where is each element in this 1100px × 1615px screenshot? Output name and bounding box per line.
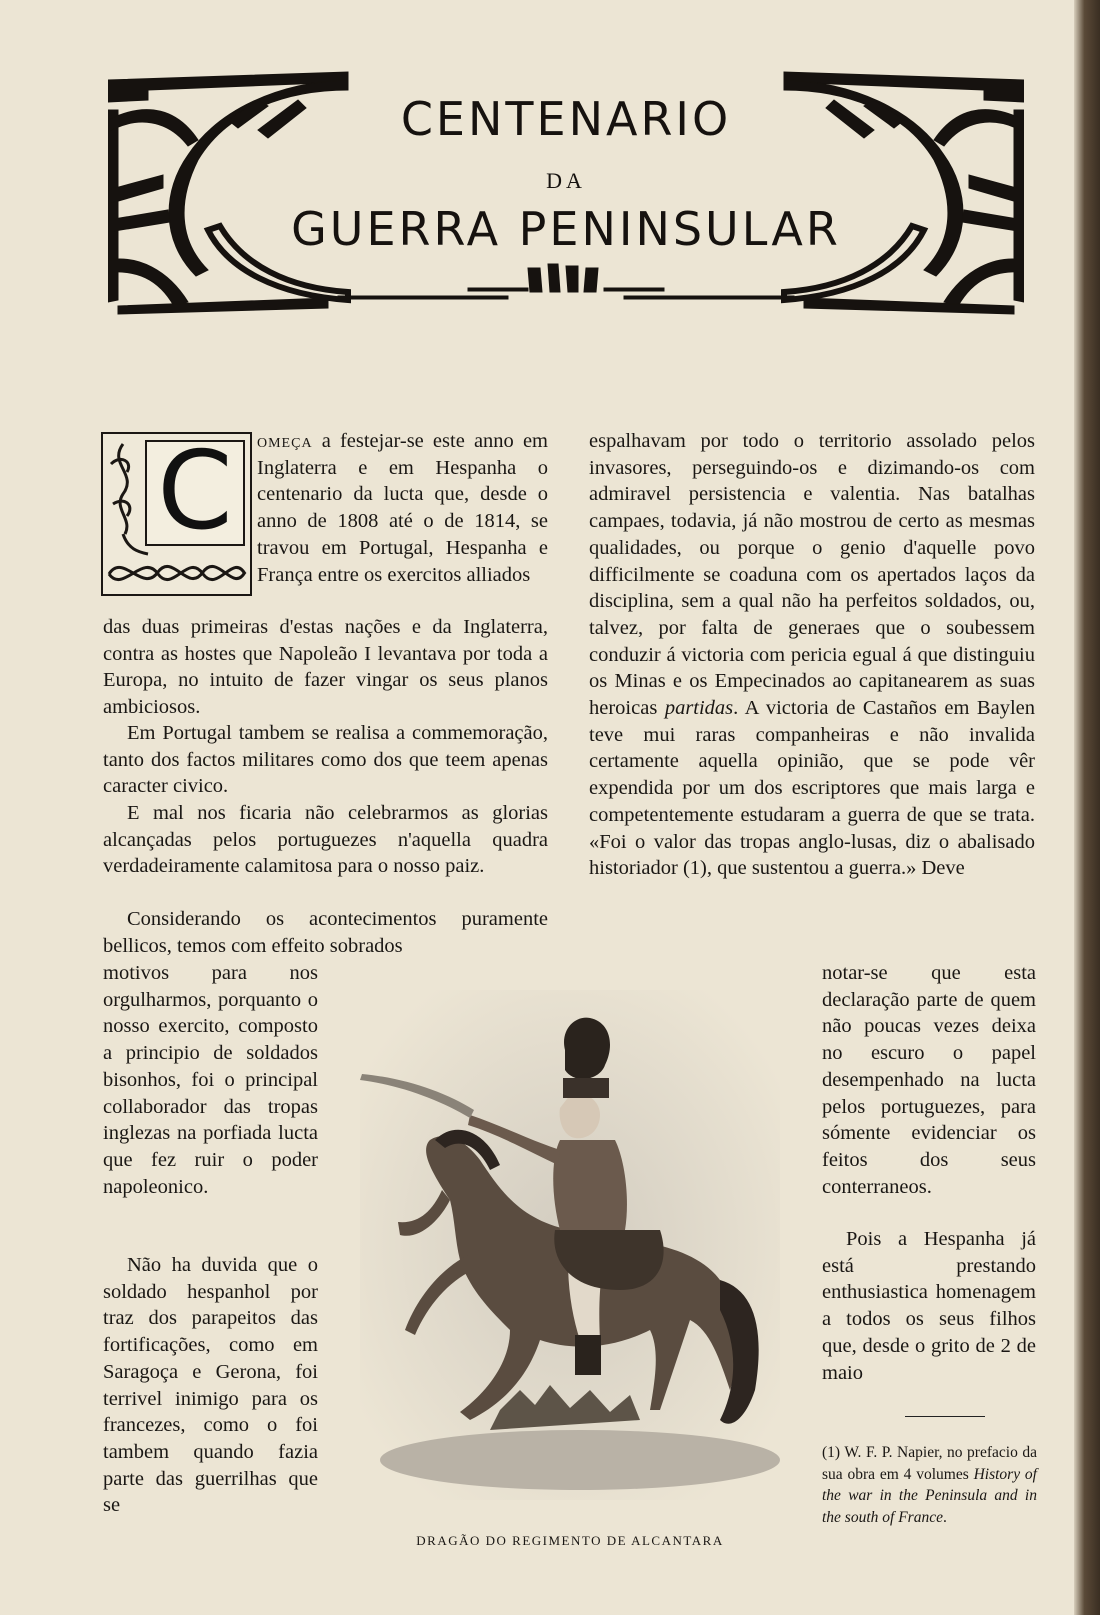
paragraph-4-narrow: motivos para nos orgulharmos, porquanto o nosso exercito, composto a principio de soldados bisonhos, foi o principal collaborador das tropas inglezas na porfiada lucta que fez ruir o poder napoleonico. [103, 962, 318, 1198]
right-narrow-text-a: notar-se que esta declaração parte de quem não poucas vezes deixa no escuro o papel desempenhado na lucta pelos portuguezes, para sómente evidenciar os feitos dos seus conterraneos. [822, 962, 1036, 1198]
title-guerra-peninsular: GUERRA PENINSULAR [291, 202, 841, 256]
right-column-text [589, 428, 1035, 882]
paragraph-1-continued: das duas primeiras d'estas nações e da Inglaterra, contra as hostes que Napoleão I levantava por toda a Europa, no intuito de fazer vingar os seus planos ambiciosos. [103, 616, 548, 719]
paragraph-2: Em Portugal tambem se realisa a commemoração, tanto dos factos militares como dos que teem apenas caracter civico. [103, 722, 548, 798]
paragraph-4-wide: Considerando os acontecimentos puramente bellicos, temos com effeito sobrados [103, 908, 548, 957]
footnote-rule [905, 1416, 985, 1417]
page-binding-edge [1074, 0, 1100, 1615]
right-text-b: . A victoria de Castaños em Baylen teve mui raras companheiras e não invalida certamente aquella opinião, que se pode vêr expendida por um dos escriptores que mais larga e competentemente estudaram a guerra de que se trata. «Foi o valor das tropas anglo-lusas, diz o abalisado historiador (1), que sustentou a guerra.» Deve [589, 697, 1035, 880]
dragoon-illustration [360, 990, 780, 1500]
footnote-text-a: (1) W. F. P. Napier, no prefacio da sua obra em 4 volumes [822, 1444, 1037, 1483]
right-text-italic: partidas [664, 697, 734, 720]
decorated-initial [101, 429, 252, 596]
ornamental-header [108, 70, 1024, 325]
paragraph-1-text-a: a festejar-se este anno em Inglaterra e em Hespanha o centenario da lucta que, desde o anno de 1808 até o de 1814, se travou em Portugal, Hespanha e França entre os exercitos alliados [257, 430, 548, 586]
illustration-caption: DRAGÃO DO REGIMENTO DE ALCANTARA [416, 1533, 724, 1548]
paragraph-1-wrap [257, 428, 548, 588]
paragraph-5-narrow: Não ha duvida que o soldado hespanhol por traz dos parapeitos das fortificações, como em Saragoça e Gerona, foi terrivel inimigo para os francezes, como o foi tambem quando fazia parte das guerrilhas que se [103, 1254, 318, 1517]
initial-letter-c: C [145, 440, 245, 546]
footnote-text-b: . [942, 1508, 947, 1526]
dragoon-on-horse-image [360, 990, 780, 1500]
right-narrow-text-b: Pois a Hespanha já está prestando enthusiastica homenagem a todos os seus filhos que, desde o grito de 2 de maio [822, 1228, 1036, 1384]
title-centenario: CENTENARIO [400, 92, 732, 146]
opening-smallcaps: omeça [257, 430, 313, 452]
right-text-a: espalhavam por todo o territorio assolado pelos invasores, perseguindo-os e dizimando-os com admiravel persistencia e valentia. Nas batalhas campaes, todavia, já não mostrou de certo as mesmas qualidades, ou porque o genio d'aquelle povo difficilmente se coaduna com os apertados laços da disciplina, sem a qual não ha perfeitos soldados, ou, talvez, por falta de generaes que o soubessem conduzir á victoria com pericia egual á que distinguiu os Minas e os Empecinados ao capitanearem as suas heroicas [589, 430, 1035, 720]
title-da: DA [546, 168, 586, 193]
paragraph-3: E mal nos ficaria não celebrarmos as glorias alcançadas pelos portuguezes n'aquella quadra verdadeiramente calamitosa para o nosso paiz. [103, 802, 548, 878]
footnote-book-title: History of the war in the Peninsula and in the south of France [822, 1465, 1037, 1526]
footnote [822, 1442, 1037, 1528]
